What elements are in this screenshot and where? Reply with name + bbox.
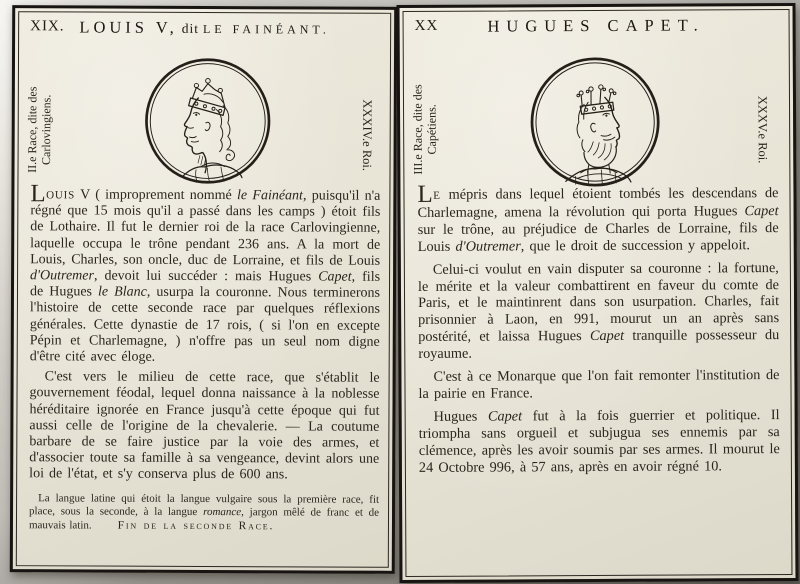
text-segment: Capet <box>318 269 352 285</box>
card-header <box>15 17 394 43</box>
paragraph <box>418 367 779 403</box>
text-segment: Hugues <box>433 408 488 425</box>
king-epithet: LE FAINÉANT. <box>202 21 330 37</box>
margin-race-line1: II.e Race, dite des <box>25 86 40 173</box>
footnote <box>29 492 379 534</box>
king-name: LOUIS V, <box>79 17 178 37</box>
text-segment: le Blanc <box>98 284 147 300</box>
paragraph <box>29 369 379 484</box>
text-segment: C'est vers le milieu de cette race, que s'établit le gouvernement féodal, lequel donna naissance à la noblesse héréditaire ignorée en France jusqu'à cette époque qui fut aussi celle de l'origine de la chevalerie. — La coutume barbare de se faire justice par la voie des armes, et d'associer toute sa famille à sa vengeance, devint alors une loi de l'état, et s'y conserva plus de 600 ans. <box>29 369 380 483</box>
page-title <box>400 15 793 37</box>
card-number: XIX. <box>30 18 65 35</box>
text-segment: Capet <box>487 408 523 425</box>
text-segment: d'Outremer <box>30 268 95 284</box>
card-body-text <box>13 180 394 534</box>
paragraph <box>417 180 779 256</box>
text-segment: Capet <box>589 328 625 345</box>
text-segment: sur le trône, au préjudice de Charles de Lorraine, fils de Louis <box>417 219 779 255</box>
text-segment: fut à la fois guerrier et politique. Il triompha sans orgueil et subjugua ses ennemis par sa clémence, après les avoir soumis par ses armes. Il mourut le 24 Octobre 996, à 57 ans, après en avoir régné 10. <box>418 406 780 476</box>
text-segment: Capet <box>744 202 779 220</box>
text-segment: L <box>30 180 47 208</box>
card-header <box>400 15 793 41</box>
text-segment: C'est à ce Monarque que l'on fait remonter l'institution de la pairie en France. <box>418 367 780 402</box>
text-segment: E <box>433 189 441 202</box>
text-segment: , usurpa la couronne. Nous terminerons l'histoire de cette seconde race par quelques réflexions générales. Cette dynastie de 17 rois, ( si l'on en excepte Pépin et Charlemagne, ) n'offre pas un seul nom digne d'être cité avec éloge. <box>29 284 381 365</box>
text-segment: La langue latine qui étoit la langue vulgaire sous la première race, fit place, sous la seconde, à la langue <box>29 491 380 519</box>
text-segment: romance <box>203 506 242 519</box>
margin-race-line2: Carlovingiens. <box>38 94 53 166</box>
margin-race-line1: III.e Race, dite des <box>410 84 425 175</box>
card-hugues-capet <box>396 3 798 583</box>
portrait-louis-v-medallion-icon <box>140 54 275 189</box>
king-name: HUGUES CAPET. <box>487 15 705 36</box>
margin-roi-label: XXXV.e Roi. <box>755 95 770 164</box>
title-dit: dit <box>181 20 200 36</box>
text-segment: , que le droit de succession y appeloit. <box>520 236 750 255</box>
text-segment: mépris dans lequel étoient tombés les descendans de Charlemagne, amena la révolution qui porta Hugues <box>417 185 779 221</box>
paragraph <box>419 407 780 477</box>
card-body-text <box>400 180 795 483</box>
text-segment: tranquille possesseur du royaume. <box>418 327 780 363</box>
text-segment: Celui-ci voulut en vain disputer sa couronne : la fortune, le mérite et la valeur combattirent en faveur du comte de Paris, et le maintinrent dans son usurpation. Charles, fait prisonnier à Laon, en 991, mourut un an après sans postérité, et laissa Hugues <box>417 259 780 346</box>
text-segment: V ( improprement nommé <box>75 187 238 204</box>
text-segment: Fin de la seconde Race. <box>117 519 275 532</box>
paragraph <box>29 180 381 367</box>
text-segment: , devoit lui succéder : mais Hugues <box>93 268 319 285</box>
card-number: XX <box>414 17 439 34</box>
text-segment: le Fainéant <box>237 188 304 204</box>
margin-roi-label: XXXIV.e Roi. <box>360 99 375 172</box>
text-segment: OUIS <box>46 189 76 202</box>
page-title <box>15 17 394 39</box>
text-segment: , fils de Hugues <box>29 269 381 300</box>
text-segment: , jargon mêlé de franc et de mauvais latin. <box>28 506 380 532</box>
card-louis-v <box>10 5 397 574</box>
portrait-hugues-capet-medallion-icon <box>526 53 665 192</box>
margin-race-line2: Capétiens. <box>424 104 439 155</box>
text-segment: d'Outremer <box>455 238 521 255</box>
paragraph <box>418 260 780 363</box>
text-segment: L <box>417 180 434 208</box>
text-segment: , puisqu'il n'a régné que 15 mois qu'il a passé dans les camps ) étoit fils de Lothaire. Il fut le dernier roi de la race Carlovingienne, laquelle occupa le trône pendant 236 ans. A la mort de Louis, Charles, son oncle, duc de Lorraine, et fils de Louis <box>30 188 381 269</box>
